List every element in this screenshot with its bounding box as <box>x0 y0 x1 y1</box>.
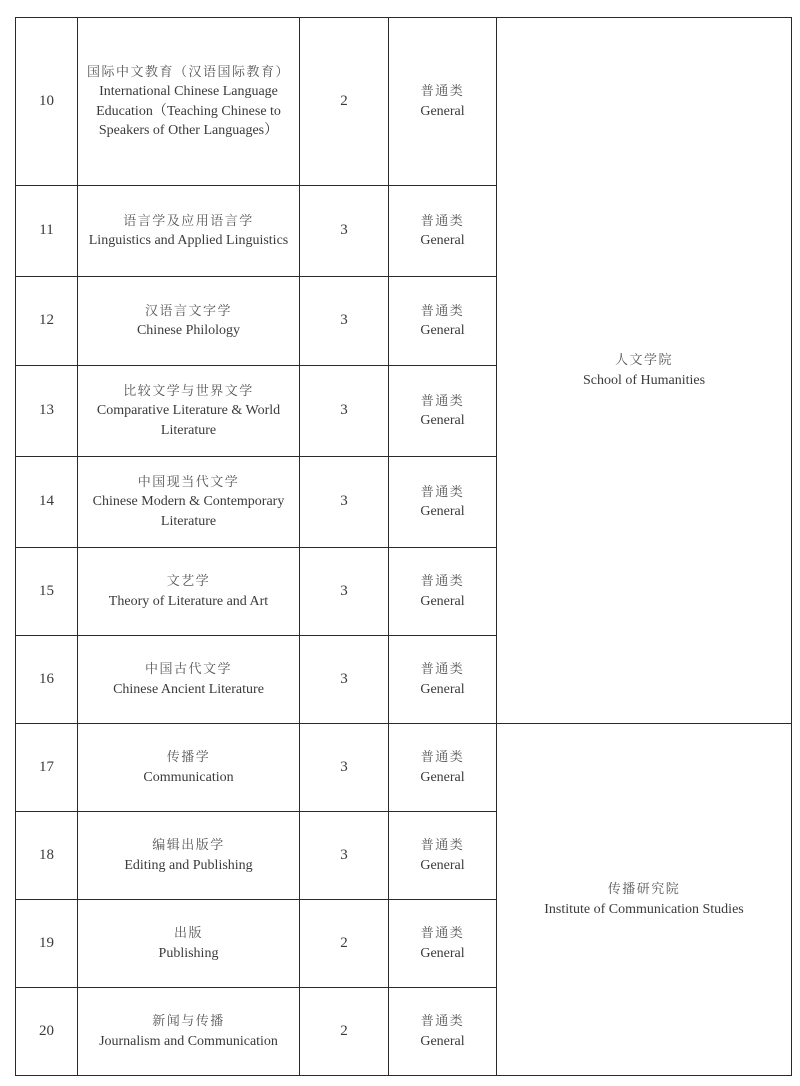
school-name-en: School of Humanities <box>582 372 706 388</box>
category-en: General <box>420 504 465 519</box>
major-name-zh: 汉语言文字学 <box>144 303 232 319</box>
category-en: General <box>420 323 465 338</box>
major-cell <box>78 186 300 277</box>
major-cell <box>78 548 300 636</box>
category-cell <box>389 18 497 186</box>
row-number: 11 <box>16 186 78 277</box>
category-zh: 普通类 <box>420 213 465 229</box>
major-name-en: Chinese Modern & Contemporary Literature <box>92 494 285 529</box>
category-zh: 普通类 <box>420 303 465 319</box>
school-name-zh: 人文学院 <box>614 353 673 368</box>
category-cell <box>389 988 497 1076</box>
major-name-en: Editing and Publishing <box>124 857 253 873</box>
school-name-zh: 传播研究院 <box>607 882 681 897</box>
category-en: General <box>420 945 465 961</box>
major-cell <box>78 366 300 457</box>
study-years: 3 <box>300 277 389 366</box>
program-table-wrapper <box>15 17 792 1076</box>
school-cell <box>497 18 792 724</box>
major-name-zh: 文艺学 <box>166 574 211 589</box>
category-cell <box>389 724 497 812</box>
study-years: 2 <box>300 18 389 186</box>
major-name-zh: 出版 <box>173 926 203 941</box>
category-zh: 普通类 <box>420 750 465 765</box>
major-cell <box>78 18 300 186</box>
major-name-en: Chinese Philology <box>136 323 241 338</box>
category-cell <box>389 186 497 277</box>
category-en: General <box>420 593 465 609</box>
row-number: 12 <box>16 277 78 366</box>
category-cell <box>389 366 497 457</box>
category-cell <box>389 812 497 900</box>
study-years: 3 <box>300 366 389 457</box>
study-years: 3 <box>300 186 389 277</box>
table-row <box>16 724 792 812</box>
category-cell <box>389 548 497 636</box>
category-en: General <box>420 1033 465 1049</box>
row-number: 13 <box>16 366 78 457</box>
major-name-zh: 传播学 <box>166 750 211 765</box>
study-years: 3 <box>300 724 389 812</box>
category-zh: 普通类 <box>420 84 465 99</box>
category-zh: 普通类 <box>420 574 465 589</box>
category-zh: 普通类 <box>420 838 465 853</box>
major-name-en: Theory of Literature and Art <box>108 593 269 609</box>
major-name-zh: 编辑出版学 <box>152 838 225 853</box>
category-zh: 普通类 <box>420 393 465 409</box>
major-name-en: Publishing <box>158 945 219 961</box>
major-cell <box>78 988 300 1076</box>
category-zh: 普通类 <box>420 484 465 500</box>
category-en: General <box>420 681 465 697</box>
category-cell <box>389 636 497 724</box>
row-number: 17 <box>16 724 78 812</box>
row-number: 16 <box>16 636 78 724</box>
category-en: General <box>420 413 465 428</box>
table-row <box>16 18 792 186</box>
major-name-zh: 新闻与传播 <box>152 1014 225 1029</box>
study-years: 3 <box>300 636 389 724</box>
major-name-en: International Chinese Language Education（Teaching Chinese to Speakers of Other Languages） <box>96 84 281 138</box>
row-number: 20 <box>16 988 78 1076</box>
major-name-zh: 中国古代文学 <box>144 662 232 677</box>
major-name-en: Comparative Literature & World Literature <box>96 403 281 438</box>
major-name-en: Linguistics and Applied Linguistics <box>88 233 289 248</box>
category-en: General <box>420 103 465 119</box>
school-name-en: Institute of Communication Studies <box>544 901 744 917</box>
category-en: General <box>420 769 465 785</box>
category-en: General <box>420 233 465 248</box>
category-en: General <box>420 857 465 873</box>
study-years: 3 <box>300 812 389 900</box>
row-number: 10 <box>16 18 78 186</box>
major-cell <box>78 636 300 724</box>
study-years: 2 <box>300 900 389 988</box>
major-cell <box>78 457 300 548</box>
category-cell <box>389 277 497 366</box>
category-zh: 普通类 <box>420 662 465 677</box>
row-number: 19 <box>16 900 78 988</box>
school-cell <box>497 724 792 1076</box>
major-cell <box>78 724 300 812</box>
major-name-zh: 语言学及应用语言学 <box>123 213 254 229</box>
program-table <box>15 17 792 1076</box>
major-name-zh: 中国现当代文学 <box>137 474 240 490</box>
study-years: 3 <box>300 457 389 548</box>
major-name-zh: 国际中文教育（汉语国际教育） <box>86 64 290 80</box>
category-zh: 普通类 <box>420 1014 465 1029</box>
study-years: 3 <box>300 548 389 636</box>
major-name-en: Communication <box>143 769 234 785</box>
category-zh: 普通类 <box>420 926 465 941</box>
category-cell <box>389 457 497 548</box>
major-cell <box>78 277 300 366</box>
major-cell <box>78 812 300 900</box>
major-name-en: Chinese Ancient Literature <box>113 681 264 697</box>
study-years: 2 <box>300 988 389 1076</box>
category-cell <box>389 900 497 988</box>
row-number: 14 <box>16 457 78 548</box>
major-name-en: Journalism and Communication <box>99 1033 278 1049</box>
row-number: 18 <box>16 812 78 900</box>
major-name-zh: 比较文学与世界文学 <box>123 383 254 399</box>
row-number: 15 <box>16 548 78 636</box>
major-cell <box>78 900 300 988</box>
